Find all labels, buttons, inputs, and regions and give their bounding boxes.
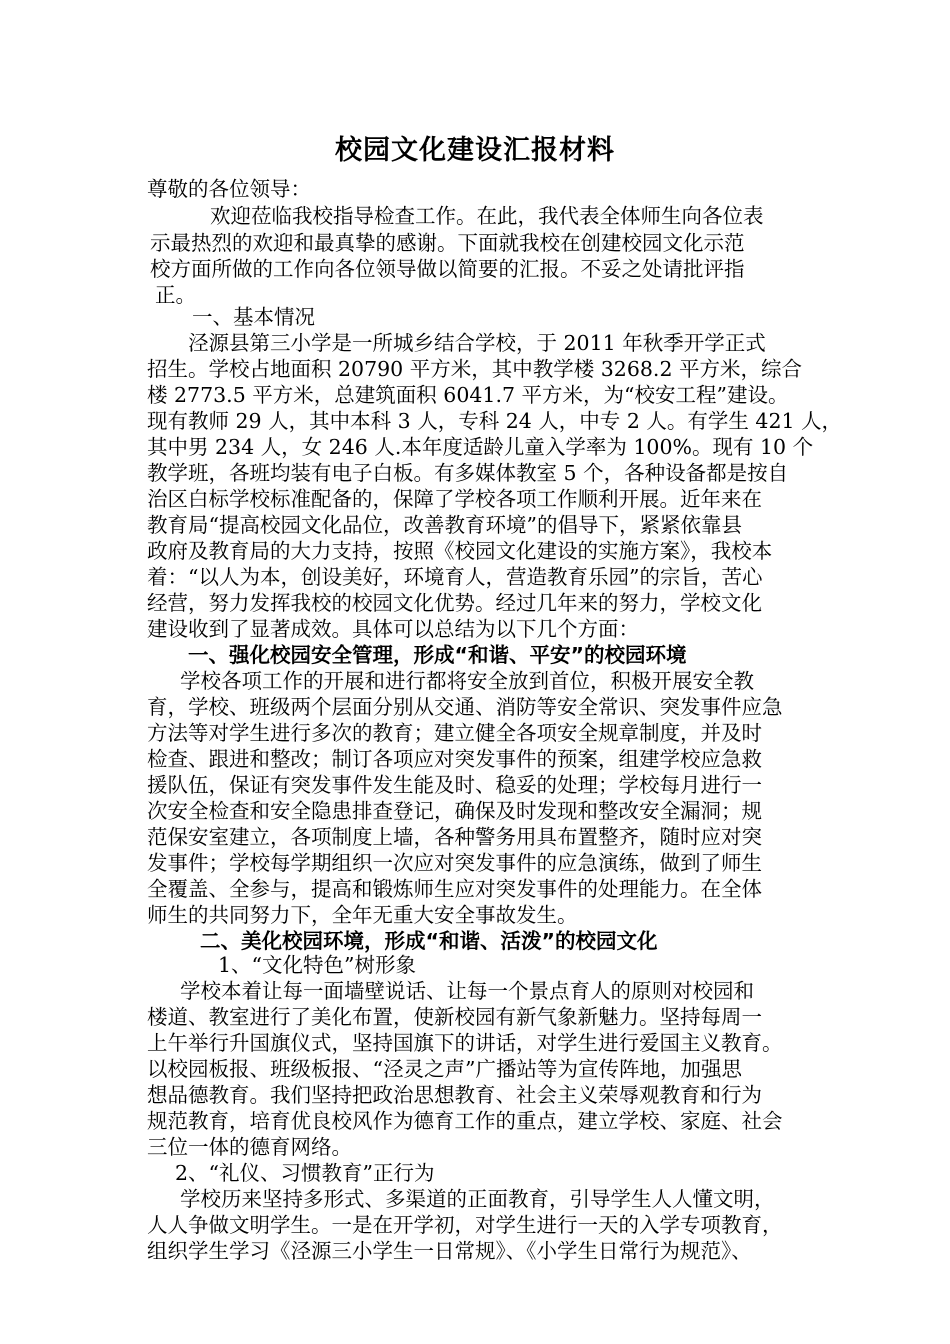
body-line: 政府及教育局的大力支持，按照《校园文化建设的实施方案》，我校本 — [147, 539, 773, 563]
body-line: 学校历来坚持多形式、多渠道的正面教育，引导学生人人懂文明， — [180, 1187, 775, 1211]
body-line: 治区白标学校标准配备的，保障了学校各项工作顺利开展。近年来在 — [147, 487, 762, 511]
body-line: 教育局“提高校园文化品位，改善教育环境”的倡导下，紧紧依靠县 — [147, 513, 742, 537]
body-line: 教学班，各班均装有电子白板。有多媒体教室 5 个，各种设备都是按自 — [147, 461, 789, 485]
body-line: 上午举行升国旗仪式，坚持国旗下的讲话，对学生进行爱国主义教育。 — [147, 1031, 783, 1055]
body-line: 援队伍，保证有突发事件发生能及时、稳妥的处理；学校每月进行一 — [147, 773, 762, 797]
body-line: 楼道、教室进行了美化布置，使新校园有新气象新魅力。坚持每周一 — [147, 1005, 762, 1029]
body-line: 检查、跟进和整改；制订各项应对突发事件的预案，组建学校应急救 — [147, 747, 762, 771]
body-line: 学校各项工作的开展和进行都将安全放到首位，积极开展安全教 — [180, 669, 754, 693]
subsection-heading-culture: 1、“文化特色”树形象 — [218, 953, 417, 977]
page-title: 校园文化建设汇报材料 — [335, 135, 615, 166]
body-line: 以校园板报、班级板报、“泾灵之声”广播站等为宣传阵地，加强思 — [147, 1057, 742, 1081]
intro-line: 正。 — [155, 283, 196, 307]
body-line: 次安全检查和安全隐患排查登记，确保及时发现和整改安全漏洞；规 — [147, 799, 762, 823]
body-line: 人人争做文明学生。一是在开学初，对学生进行一天的入学专项教育， — [147, 1213, 783, 1237]
body-line: 方法等对学生进行多次的教育；建立健全各项安全规章制度，并及时 — [147, 721, 762, 745]
body-line: 组织学生学习《泾源三小学生一日常规》、《小学生日常行为规范》、 — [147, 1239, 752, 1263]
body-line: 经营，努力发挥我校的校园文化优势。经过几年来的努力，学校文化 — [147, 591, 762, 615]
body-line: 育，学校、班级两个层面分别从交通、消防等安全常识、突发事件应急 — [147, 695, 783, 719]
body-line: 想品德教育。我们坚持把政治思想教育、社会主义荣辱观教育和行为 — [147, 1083, 762, 1107]
section-heading-safety: 一、强化校园安全管理，形成“和谐、平安”的校园环境 — [188, 643, 687, 667]
intro-line: 欢迎莅临我校指导检查工作。在此，我代表全体师生向各位表 — [210, 204, 764, 228]
body-line: 学校本着让每一面墙壁说话、让每一个景点育人的原则对校园和 — [180, 979, 754, 1003]
body-line: 其中男 234 人，女 246 人.本年度适龄儿童入学率为 100%。现有 10 个 — [147, 435, 814, 459]
salutation: 尊敬的各位领导： — [147, 177, 311, 201]
body-line: 楼 2773.5 平方米，总建筑面积 6041.7 平方米，为“校安工程”建设。 — [147, 383, 789, 407]
body-line: 着：“以人为本，创设美好，环境育人，营造教育乐园”的宗旨，苦心 — [147, 565, 763, 589]
body-line: 建设收到了显著成效。具体可以总结为以下几个方面： — [147, 617, 639, 641]
intro-line: 示最热烈的欢迎和最真挚的感谢。下面就我校在创建校园文化示范 — [150, 231, 745, 255]
body-line: 泾源县第三小学是一所城乡结合学校，于 2011 年秋季开学正式 — [188, 331, 766, 355]
intro-line: 校方面所做的工作向各位领导做以简要的汇报。不妥之处请批评指 — [150, 257, 745, 281]
body-line: 招生。学校占地面积 20790 平方米，其中教学楼 3268.2 平方米，综合 — [147, 357, 803, 381]
body-line: 师生的共同努力下，全年无重大安全事故发生。 — [147, 903, 578, 927]
body-line: 规范教育，培育优良校风作为德育工作的重点，建立学校、家庭、社会 — [147, 1109, 783, 1133]
subsection-heading-etiquette: 2、“礼仪、习惯教育”正行为 — [175, 1161, 435, 1185]
body-line: 范保安室建立，各项制度上墙，各种警务用具布置整齐，随时应对突 — [147, 825, 762, 849]
body-line: 现有教师 29 人，其中本科 3 人，专科 24 人，中专 2 人。有学生 421 人， — [147, 409, 843, 433]
body-line: 发事件；学校每学期组织一次应对突发事件的应急演练，做到了师生 — [147, 851, 762, 875]
section-heading-basic: 一、基本情况 — [192, 305, 315, 329]
section-heading-environment: 二、美化校园环境，形成“和谐、活泼”的校园文化 — [200, 929, 658, 953]
body-line: 全覆盖、全参与，提高和锻炼师生应对突发事件的处理能力。在全体 — [147, 877, 762, 901]
body-line: 三位一体的德育网络。 — [147, 1135, 352, 1159]
